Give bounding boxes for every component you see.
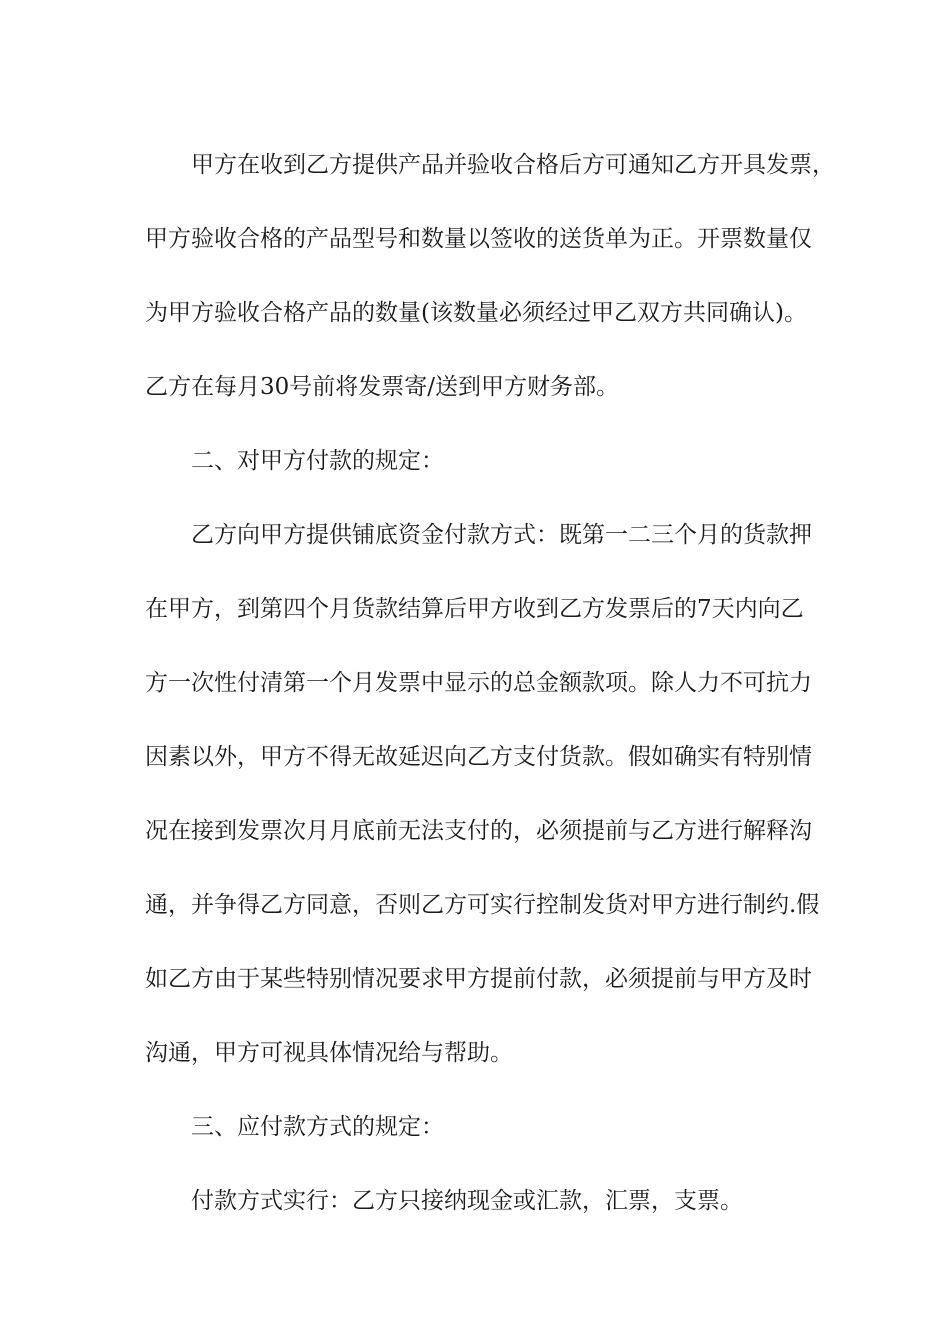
paragraph-line: 为甲方验收合格产品的数量(该数量必须经过甲乙双方共同确认)。 (145, 300, 807, 326)
paragraph-line: 在甲方，到第四个月货款结算后甲方收到乙方发票后的7天内向乙 (145, 596, 804, 622)
paragraph-line: 付款方式实行：乙方只接纳现金或汇款，汇票，支票。 (191, 1188, 743, 1214)
paragraph-line: 通，并争得乙方同意，否则乙方可实行控制发货对甲方进行制约.假 (145, 892, 820, 918)
paragraph-line: 沟通，甲方可视具体情况给与帮助。 (145, 1040, 513, 1066)
paragraph-line: 方一次性付清第一个月发票中显示的总金额款项。除人力不可抗力 (145, 670, 812, 696)
section-heading: 三、应付款方式的规定： (191, 1114, 444, 1140)
section-heading: 二、对甲方付款的规定： (191, 448, 444, 474)
document-body (145, 128, 865, 1238)
paragraph-line: 乙方向甲方提供铺底资金付款方式：既第一二三个月的货款押 (191, 522, 812, 548)
paragraph-line: 甲方在收到乙方提供产品并验收合格后方可通知乙方开具发票， (191, 152, 835, 178)
paragraph-line: 况在接到发票次月月底前无法支付的，必须提前与乙方进行解释沟 (145, 818, 812, 844)
paragraph-line: 甲方验收合格的产品型号和数量以签收的送货单为正。开票数量仅 (145, 226, 812, 252)
paragraph-line: 如乙方由于某些特别情况要求甲方提前付款，必须提前与甲方及时 (145, 966, 812, 992)
paragraph-line: 乙方在每月30号前将发票寄/送到甲方财务部。 (145, 374, 620, 400)
paragraph-line: 因素以外，甲方不得无故延迟向乙方支付货款。假如确实有特别情 (145, 744, 812, 770)
